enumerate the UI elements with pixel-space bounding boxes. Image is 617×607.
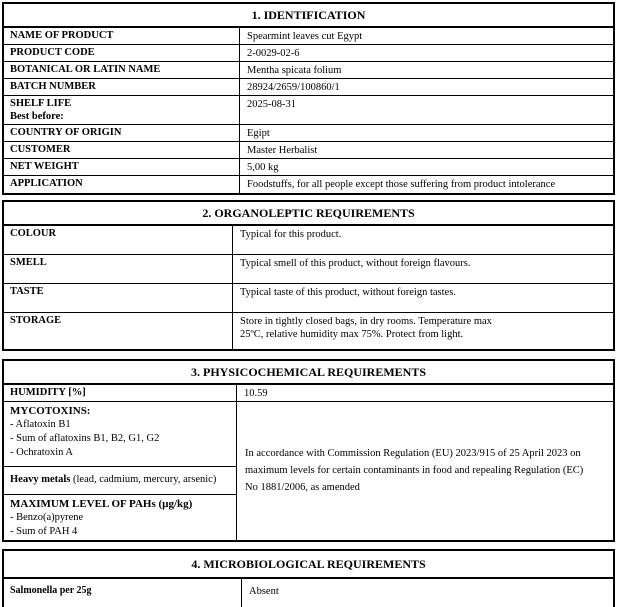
humidity-label: HUMIDITY [%]: [4, 385, 237, 401]
row-label: PRODUCT CODE: [4, 45, 240, 61]
heavy-metals-label: Heavy metals: [10, 473, 71, 485]
mycotoxins-cell: [4, 402, 236, 467]
mycotoxin-item: - Ochratoxin A: [10, 446, 73, 458]
row-label: APPLICATION: [4, 176, 240, 193]
row-value: Master Herbalist: [247, 145, 318, 156]
table-row: [4, 125, 613, 142]
mycotoxin-item: - Sum of aflatoxins B1, B2, G1, G2: [10, 432, 160, 444]
section-identification: [2, 2, 615, 195]
row-label: Salmonella per 25g: [4, 579, 242, 607]
table-row: [4, 385, 613, 402]
row-value: Foodstuffs, for all people except those suffering from product intolerance: [247, 179, 556, 190]
row-value: Typical taste of this product, without foreign tastes.: [240, 286, 456, 298]
table-row: [4, 62, 613, 79]
mycotoxins-title: MYCOTOXINS:: [10, 404, 91, 417]
row-value: 2025-08-31: [247, 99, 296, 110]
table-row: [4, 28, 613, 45]
row-label: STORAGE: [4, 313, 233, 349]
humidity-value: 10.59: [244, 387, 268, 399]
table-row: [4, 45, 613, 62]
pah-item: - Benzo(a)pyrene: [10, 511, 84, 523]
section-title-organoleptic: 2. ORGANOLEPTIC REQUIREMENTS: [4, 202, 613, 226]
row-value: 5,00 kg: [247, 162, 279, 173]
heavy-metals-cell: [4, 467, 236, 495]
best-before-label: Best before:: [10, 110, 64, 122]
pah-cell: [4, 495, 236, 540]
table-row: [4, 313, 613, 349]
table-row: [4, 96, 613, 125]
table-row: [4, 159, 613, 176]
row-label: BATCH NUMBER: [4, 79, 240, 95]
section-organoleptic: [2, 200, 615, 351]
shelf-life-label: SHELF LIFE: [10, 98, 72, 109]
heavy-metals-detail: (lead, cadmium, mercury, arsenic): [70, 473, 217, 485]
row-value: 28924/2659/100860/1: [247, 82, 340, 93]
row-label: TASTE: [4, 284, 233, 312]
contaminants-block: [4, 402, 613, 540]
row-label: BOTANICAL OR LATIN NAME: [4, 62, 240, 78]
table-row: [4, 226, 613, 255]
row-value: Typical for this product.: [240, 228, 342, 240]
mycotoxin-item: - Aflatoxin B1: [10, 418, 71, 430]
row-label: CUSTOMER: [4, 142, 240, 158]
section-title-identification: 1. IDENTIFICATION: [4, 4, 613, 28]
row-value: 2-0029-02-6: [247, 48, 300, 59]
pah-item: - Sum of PAH 4: [10, 525, 78, 537]
row-label: NET WEIGHT: [4, 159, 240, 175]
row-value: Mentha spicata folium: [247, 65, 342, 76]
row-value: Absent: [249, 585, 279, 597]
section-title-microbiological: 4. MICROBIOLOGICAL REQUIREMENTS: [4, 551, 613, 579]
row-label: NAME OF PRODUCT: [4, 28, 240, 44]
row-value: Spearmint leaves cut Egypt: [247, 31, 363, 42]
regulation-note: In accordance with Commission Regulation (EU) 2023/915 of 25 April 2023 on maximum levels for certain contaminants in food and repealing Regulation (EC) No 1881/2006, as amended: [245, 448, 584, 493]
section-title-physicochemical: 3. PHYSICOCHEMICAL REQUIREMENTS: [4, 361, 613, 385]
table-row: [4, 284, 613, 313]
row-value: Typical smell of this product, without foreign flavours.: [240, 257, 471, 269]
row-label: COUNTRY OF ORIGIN: [4, 125, 240, 141]
table-row: [4, 255, 613, 284]
row-value: Egipt: [247, 128, 270, 139]
table-row: [4, 79, 613, 96]
contaminants-labels: [4, 402, 237, 540]
row-label: COLOUR: [4, 226, 233, 254]
pah-title: MAXIMUM LEVEL OF PAHs (µg/kg): [10, 497, 193, 510]
row-label: [4, 96, 240, 124]
section-microbiological: [2, 549, 615, 607]
row-value: Store in tightly closed bags, in dry rooms. Temperature max 25ºC, relative humidity max 75%. Protect from light.: [240, 315, 492, 340]
table-row: [4, 579, 613, 607]
row-label: SMELL: [4, 255, 233, 283]
table-row: [4, 142, 613, 159]
table-row: [4, 176, 613, 193]
section-physicochemical: [2, 359, 615, 542]
